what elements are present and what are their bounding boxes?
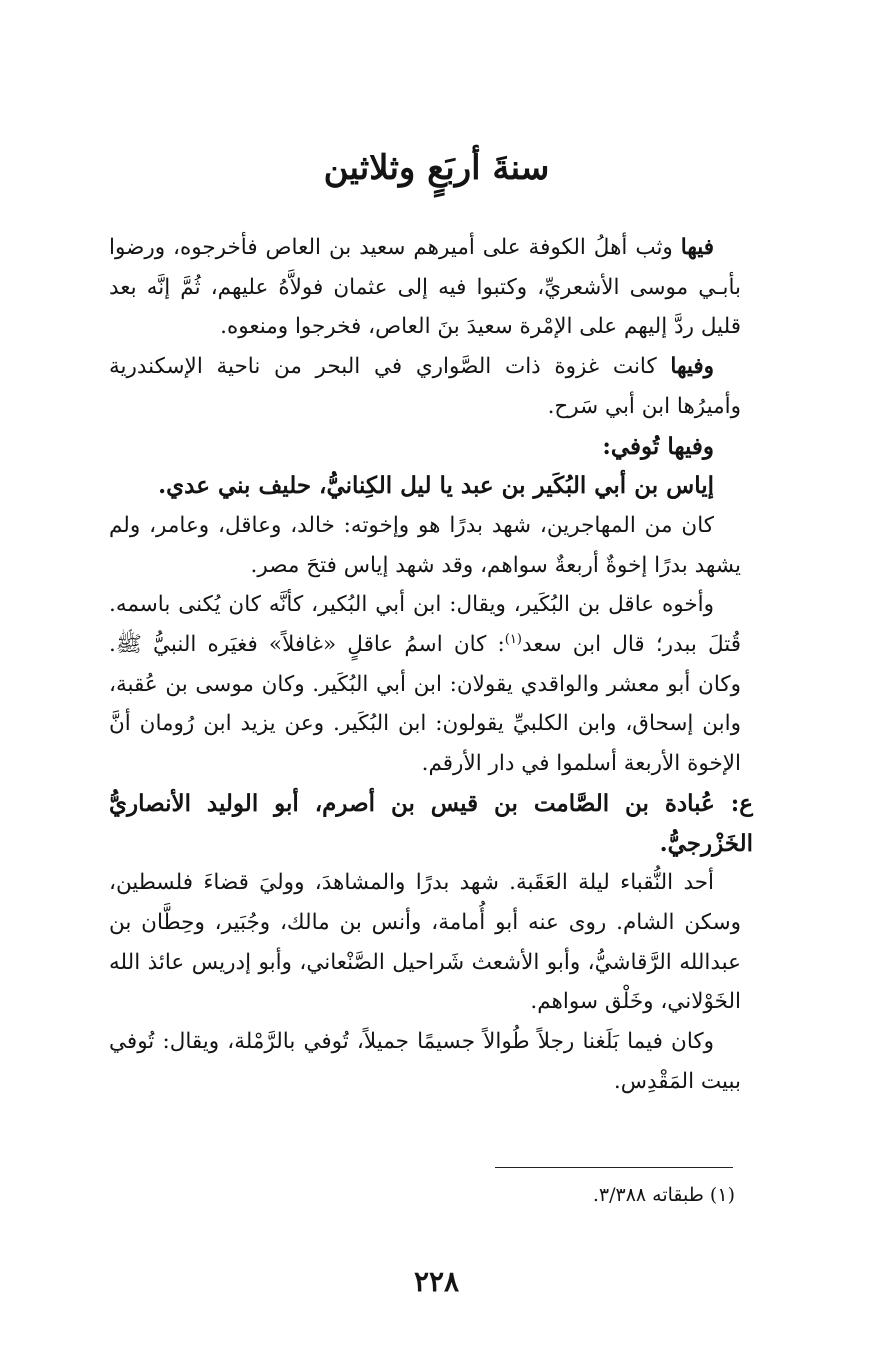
paragraph-text: وأخوه عاقل بن البُكَير، ويقال: ابن أبي البُكير، كأنَّه كان يُكنى باسمه. قُتلَ ببدر؛ قال ابن سعد: [109, 592, 741, 658]
paragraph-keyword: وفيها: [670, 354, 714, 380]
footnote-divider: [495, 1167, 733, 1168]
chapter-title: سنةَ أربَعٍ وثلاثين: [323, 148, 550, 188]
footnote-reference[interactable]: (١): [504, 631, 522, 647]
paragraph-keyword: فيها: [680, 235, 714, 260]
deaths-heading: وفيها تُوفي:: [602, 432, 714, 460]
footnote: (١) طبقاته ٣/٣٨٨.: [592, 1184, 735, 1206]
paragraph-text: : كان اسمُ عاقلٍ «غافلاً» فغيَره النبيُّ ﷺ. وكان أبو معشر والواقدي يقولان: ابن أبي البُكَير. وكان موسى بن عُقبة، وابن إسحاق، وابن الكلبيِّ يقولون: ابن البُكَير. وعن يزيد ابن رُومان أنَّ الإخوة الأربعة أسلموا في دار الأرقم.: [109, 632, 741, 777]
paragraph-text: وثب أهلُ الكوفة على أميرهم سعيد بن العاص فأخرجوه، ورضوا بأبـي موسى الأشعريِّ، وكتبوا فيه إلى عثمان فولاَّهُ عليهم، ثُمَّ إنَّه بعد قليل ردَّ إليهم على الإمْرة سعيدَ بنَ العاص، فخرجوا ومنعوه.: [109, 235, 741, 340]
paragraph-text: كانت غزوة ذات الصَّواري في البحر من ناحية الإسكندرية وأميرُها ابن أبي سَرح.: [109, 354, 741, 419]
entry-iyas-paragraph-1: كان من المهاجرين، شهد بدرًا هو وإخوته: خالد، وعاقل، وعامر، ولم يشهد بدرًا إخوةٌ أربعةٌ سواهم، وقد شهد إياس فتحَ مصر.: [109, 512, 741, 578]
paragraph-kufa-revolt: [109, 228, 741, 347]
entry-ubada-paragraph-2: وكان فيما بَلَغنا رجلاً طُوالاً جسيمًا جميلاً، تُوفي بالرَّمْلة، ويقال: تُوفي ببيت المَقْدِس.: [109, 1029, 741, 1094]
entry-heading-ubada: ع: عُبادة بن الصَّامت بن قيس بن أصرم، أبو الوليد الأنصاريُّ الخَزْرجيُّ.: [109, 789, 753, 857]
paragraph-dhat-al-sawari: [109, 347, 741, 426]
entry-heading-iyas: إياس بن أبي البُكَير بن عبد يا ليل الكِنانيُّ، حليف بني عدي.: [158, 472, 714, 500]
page-number: ٢٢٨: [413, 1265, 460, 1298]
entry-iyas-paragraph-2: [109, 585, 741, 784]
entry-ubada-paragraph-1: أحد النُّقباء ليلة العَقَبة. شهد بدرًا والمشاهدَ، ووليَ قضاءَ فلسطين، وسكن الشام. روى عنه أبو أُمامة، وأنس بن مالك، وجُبَير، وحِطَّان بن عبدالله الرَّقاشيُّ، وأبو الأشعث شَراحيل الصَّنْعاني، وأبو إدريس عائذ الله الخَوْلاني، وخَلْق سواهم.: [109, 870, 741, 1015]
main-text: [109, 228, 753, 1101]
